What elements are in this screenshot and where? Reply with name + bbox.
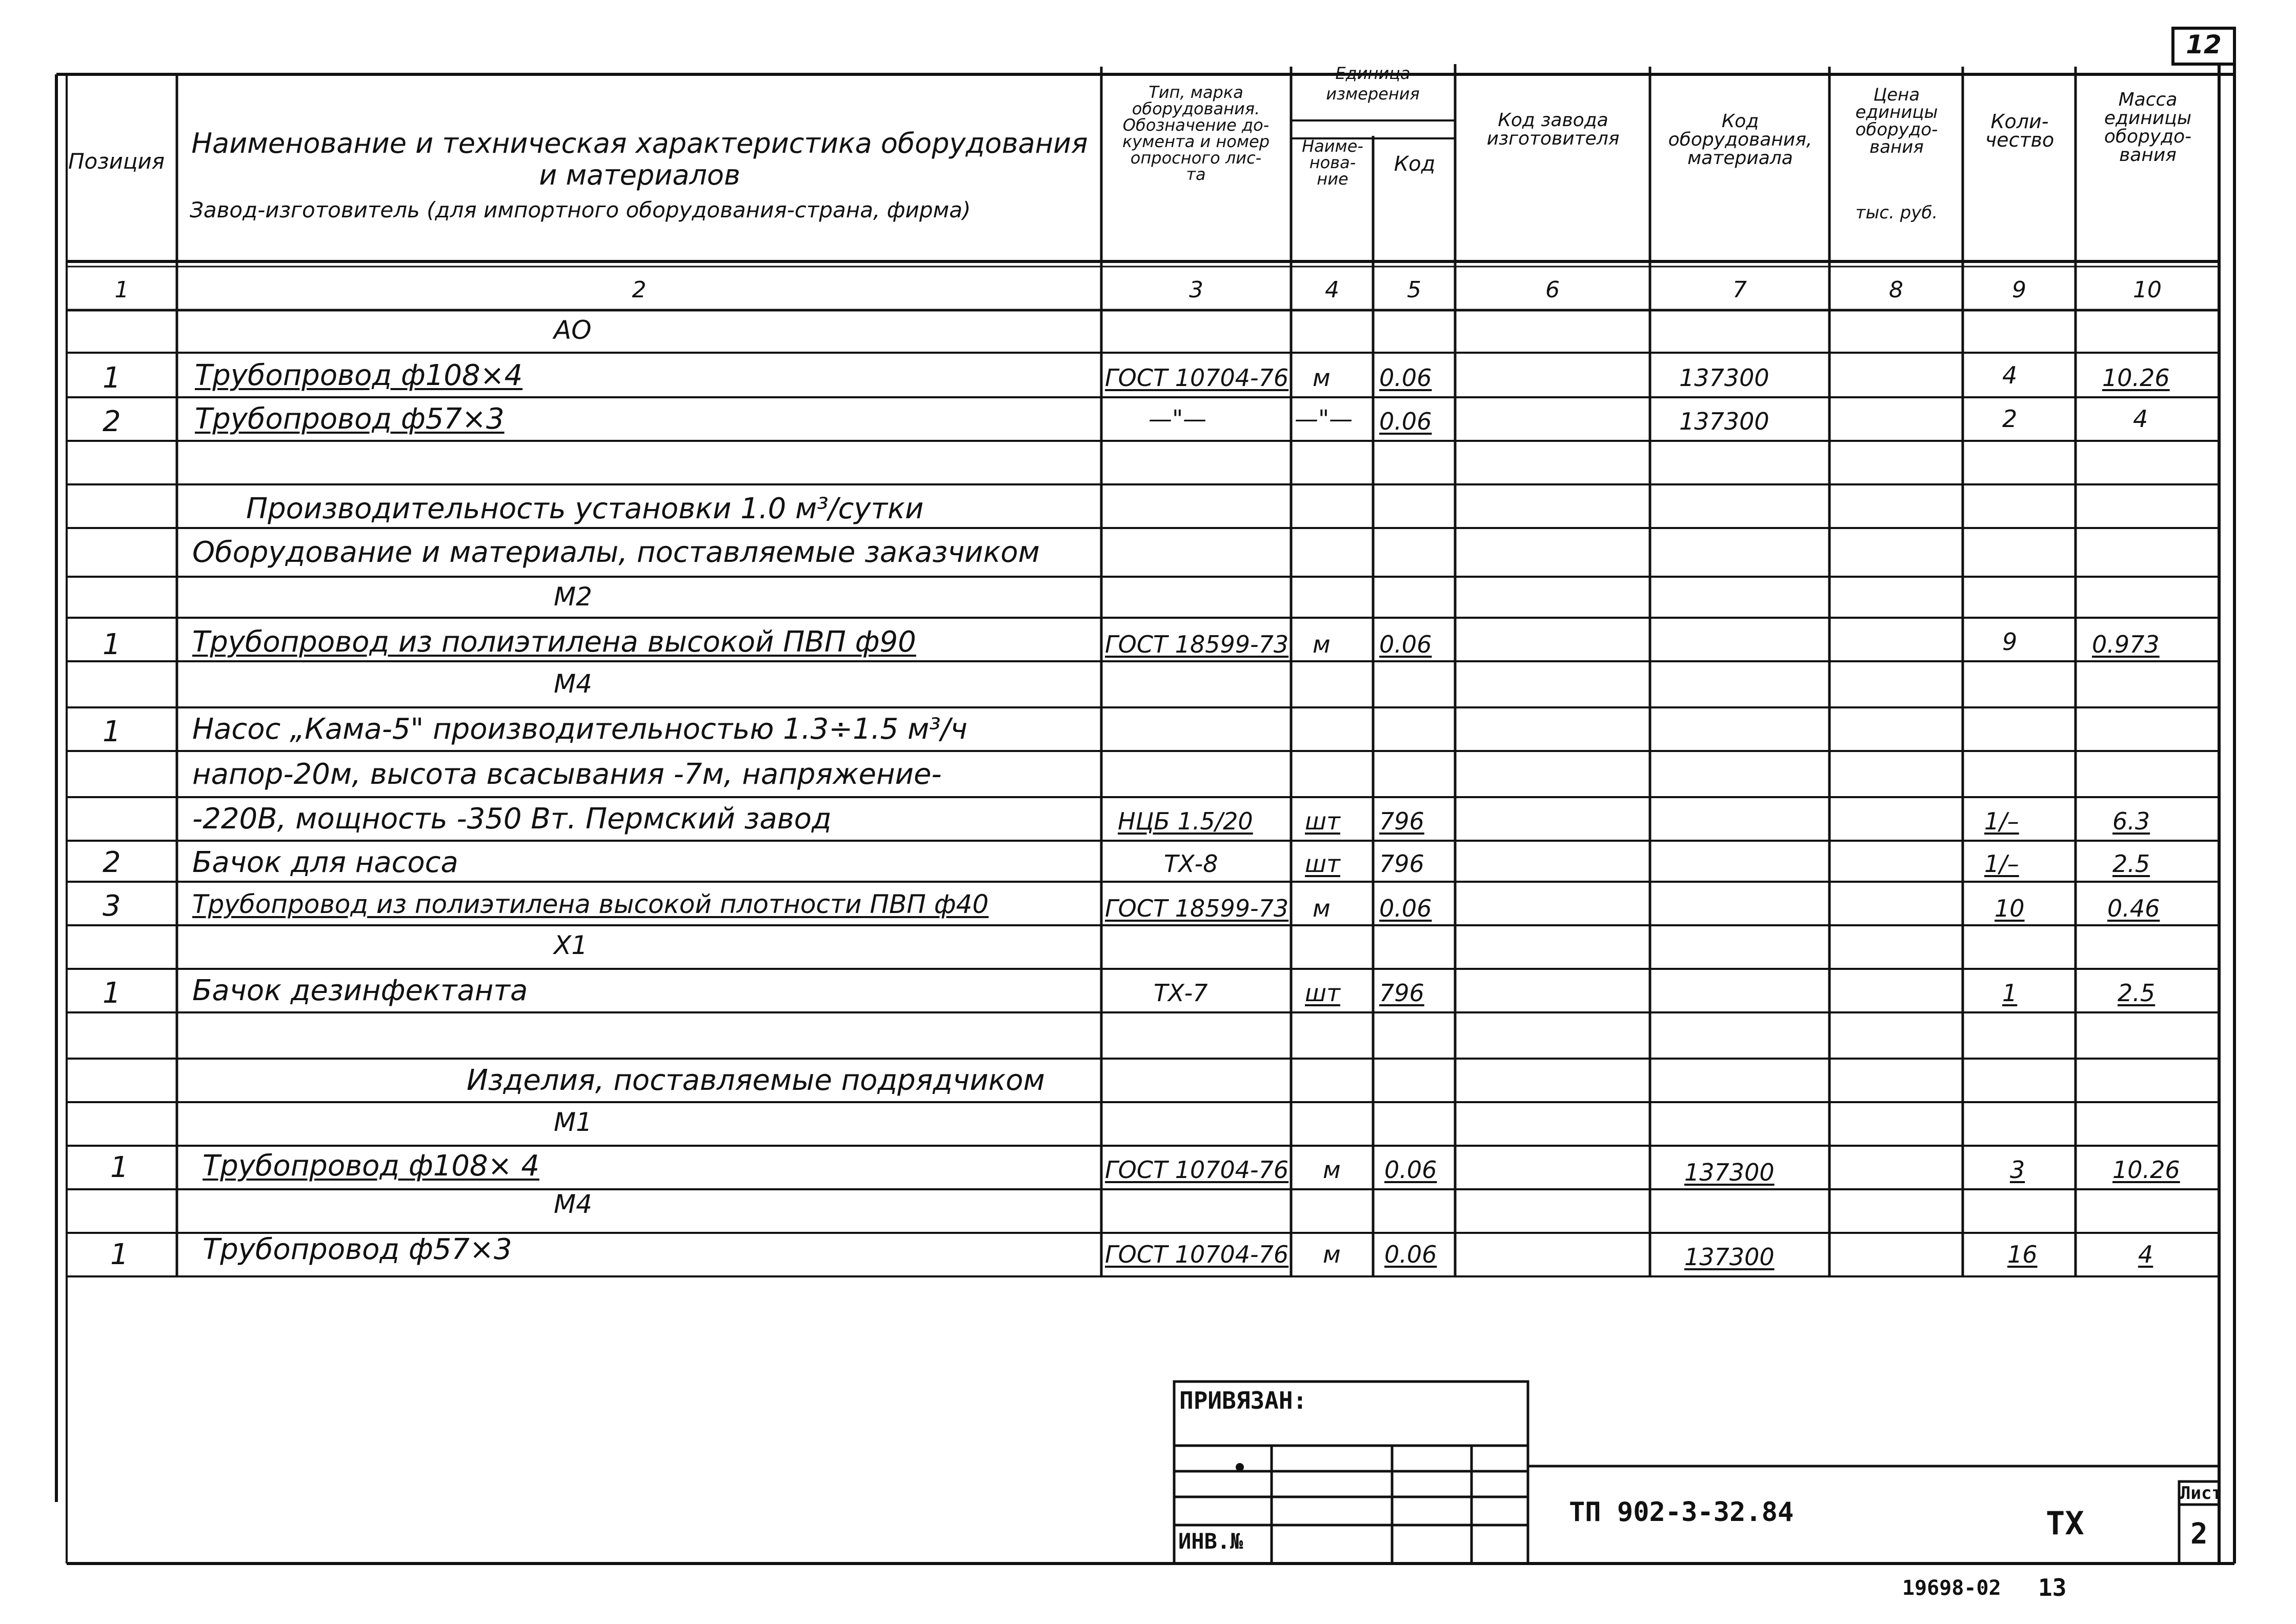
row-mass: 0.46 [2107,895,2160,922]
row-position: 3 [103,889,121,923]
row-type: ТХ-8 [1164,850,1218,878]
header-type-line6: та [1186,165,1206,184]
row-mass: 2.5 [2118,979,2156,1007]
row-position: 2 [103,846,121,879]
section-heading: Оборудование и материалы, поставляемые заказчиком [192,536,1040,569]
row-unit-code: 0.06 [1379,631,1432,658]
row-type: ГОСТ 10704-76 [1105,1156,1289,1184]
row-quantity: 2 [2002,405,2018,433]
row-quantity: 1/– [1984,850,2019,878]
section-label: Х1 [554,930,588,960]
row-name: Трубопровод из полиэтилена высокой плотности ПВП ф40 [192,889,989,919]
row-unit-code: 0.06 [1379,364,1432,392]
row-unit-code: 796 [1379,979,1424,1007]
row-name: Бачок дезинфектанта [192,974,528,1007]
header-quantity-line2: чество [1985,129,2055,151]
header-price-line5: тыс. руб. [1855,202,1938,223]
header-unit-name-line2: нова- [1309,153,1356,172]
header-type-line5: опросного лис- [1130,148,1262,168]
header-price-line2: единицы [1855,102,1938,123]
row-name: Трубопровод из полиэтилена высокой ПВП ф90 [192,625,916,659]
header-unit-group-line1: Единица [1335,64,1411,83]
header-factory-code-line2: изготовителя [1486,128,1620,149]
row-equipment-code: 137300 [1679,408,1769,435]
section-code: ТХ [2046,1505,2084,1542]
archive-number: 19698-02 [1902,1576,2001,1600]
row-quantity: 1 [2002,979,2018,1007]
row-name: Трубопровод ф108×4 [195,359,523,392]
header-name-line1: Наименование и техническая характеристика оборудования [191,127,1088,159]
document-code: ТП 902-3-32.84 [1569,1497,1794,1528]
column-number: 7 [1733,277,1747,303]
section-label: АО [554,315,592,345]
row-unit: шт [1305,850,1340,878]
row-unit-code: 796 [1379,807,1424,835]
row-unit: м [1323,1241,1341,1268]
header-equipment-code-line1: Код [1721,111,1759,132]
row-quantity: 10 [1995,895,2025,922]
row-name: Бачок для насоса [192,846,458,879]
row-position: 1 [110,1238,129,1271]
row-mass: 10.26 [2102,364,2170,392]
row-unit: —"— [1295,405,1353,433]
row-unit-code: 796 [1379,850,1424,878]
row-unit-code: 0.06 [1379,408,1432,435]
column-number: 4 [1325,277,1339,303]
row-name: Трубопровод ф108× 4 [203,1149,540,1183]
header-unit-name-line1: Наиме- [1302,136,1363,156]
header-type-line2: оборудования. [1132,99,1260,118]
row-name: Трубопровод ф57×3 [203,1233,512,1266]
row-unit: м [1313,895,1331,922]
list-label: Лист [2180,1483,2222,1504]
header-price-line1: Цена [1873,85,1920,105]
header-unit-group-line2: измерения [1326,84,1420,104]
row-name: напор-20м, высота всасывания -7м, напряжение- [192,758,942,791]
list-number: 2 [2190,1517,2208,1551]
section-label: М2 [554,582,592,612]
row-equipment-code: 137300 [1684,1243,1775,1271]
sheet-number: 12 [2186,30,2222,59]
row-equipment-code: 137300 [1684,1159,1775,1186]
row-position: 1 [110,1151,129,1184]
row-unit-code: 0.06 [1379,895,1432,922]
column-number: 3 [1189,277,1203,303]
row-mass: 2.5 [2112,850,2150,878]
section-heading: Изделия, поставляемые подрядчиком [467,1064,1045,1097]
row-quantity: 3 [2010,1156,2025,1184]
row-quantity: 1/– [1984,807,2019,835]
row-name: Трубопровод ф57×3 [195,402,505,436]
section-label: М4 [554,669,592,699]
row-unit: м [1313,631,1331,658]
row-unit: шт [1305,807,1340,835]
column-number: 10 [2133,277,2162,303]
row-type: ГОСТ 10704-76 [1105,1241,1289,1268]
column-number: 8 [1889,277,1903,303]
header-quantity-line1: Коли- [1990,110,2049,133]
row-type: ГОСТ 10704-76 [1105,364,1289,392]
header-type-line4: кумента и номер [1122,132,1270,151]
page-number: 13 [2038,1574,2067,1601]
stamp-privyazan: ПРИВЯЗАН: [1179,1387,1307,1414]
row-unit-code: 0.06 [1384,1241,1437,1268]
section-label: М4 [554,1189,592,1219]
row-mass: 0.973 [2092,631,2160,658]
header-type-line1: Тип, марка [1149,83,1243,102]
header-equipment-code-line2: оборудования, [1668,129,1812,150]
row-name: -220В, мощность -350 Вт. Пермский завод [192,802,832,836]
header-unit-name-line3: ние [1317,169,1348,189]
row-name: Насос „Кама-5" производительностью 1.3÷1.5 м³/ч [192,713,968,746]
row-mass: 4 [2138,1241,2153,1268]
section-label: М1 [554,1107,592,1137]
row-type: ГОСТ 18599-73 [1105,631,1289,658]
row-quantity: 9 [2002,628,2018,656]
column-number: 9 [2012,277,2026,303]
header-mass-line2: единицы [2104,108,2192,129]
header-mass-line4: вания [2119,145,2177,166]
header-mass-line3: оборудо- [2104,126,2192,147]
header-name-line3: Завод-изготовитель (для импортного оборудования-страна, фирма) [190,197,971,222]
row-position: 1 [103,715,121,748]
header-equipment-code-line3: материала [1687,148,1793,169]
column-number: 1 [114,277,129,303]
row-quantity: 16 [2007,1241,2038,1268]
row-unit-code: 0.06 [1384,1156,1437,1184]
row-unit: м [1313,364,1331,392]
row-equipment-code: 137300 [1679,364,1769,392]
column-number: 5 [1407,277,1421,303]
section-heading: Производительность установки 1.0 м³/сутки [246,492,924,525]
header-name-line2: и материалов [539,159,740,191]
stamp-dot [1236,1463,1244,1471]
header-factory-code-line1: Код завода [1498,110,1608,131]
row-mass: 10.26 [2112,1156,2180,1184]
row-quantity: 4 [2002,361,2018,389]
row-type: ТХ-7 [1154,979,1208,1007]
row-position: 1 [103,628,121,661]
header-position: Позиция [68,149,165,174]
row-type: НЦБ 1.5/20 [1118,807,1253,835]
row-position: 2 [103,405,121,438]
header-type-line3: Обозначение до- [1122,115,1270,135]
header-unit-code: Код [1394,152,1436,176]
row-type: —"— [1149,405,1207,433]
header-price-line3: оборудо- [1855,119,1938,140]
row-mass: 6.3 [2112,807,2150,835]
row-unit: шт [1305,979,1340,1007]
row-mass: 4 [2133,405,2148,433]
column-number: 6 [1545,277,1560,303]
row-type: ГОСТ 18599-73 [1105,895,1289,922]
row-position: 1 [103,977,121,1010]
column-number: 2 [632,277,647,303]
header-mass-line1: Масса [2118,89,2178,110]
stamp-inv-no: ИНВ.№ [1178,1529,1243,1554]
row-unit: м [1323,1156,1341,1184]
row-position: 1 [103,361,121,395]
header-price-line4: вания [1869,137,1924,157]
